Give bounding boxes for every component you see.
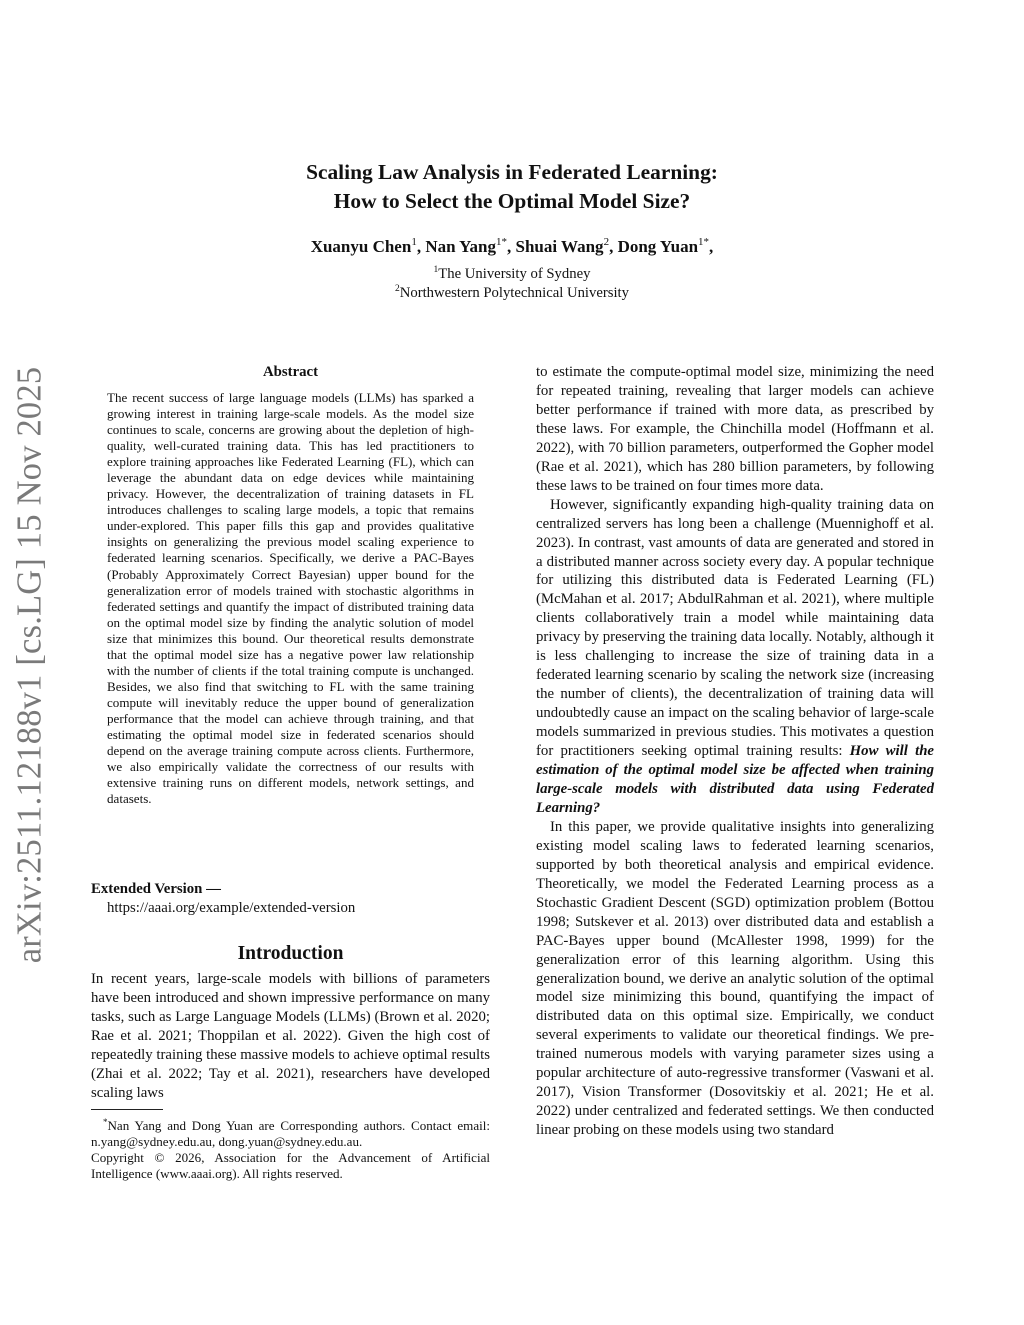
body-paragraph bbox=[536, 496, 934, 818]
footnote-rule bbox=[91, 1109, 163, 1110]
extended-version-link[interactable]: https://aaai.org/example/extended-version bbox=[107, 900, 356, 916]
author-mark: 1* bbox=[496, 236, 508, 248]
affiliation bbox=[0, 265, 1024, 283]
author-list bbox=[0, 236, 1024, 257]
affiliation-mark: 1 bbox=[433, 265, 439, 275]
body-paragraph: In this paper, we provide qualitative insights into generalizing existing model scaling laws to federated learning scenarios, supported by both theoretical analysis and empirical evidence. Theoretically, we model the Federated Learning process as a Stochastic Gradient Descent (SGD) optimization problem (Bottou 1998; Sutskever et al. 2013) over distributed data and establish a PAC-Bayes upper bound (McAllester 1998, 1999) for the generalization error of this learning algorithm. Using this generalization bound, we derive an analytic solution of the optimal model size minimizing this bound, quantifying the impact of distributed data on this optimal size. Empirically, we conduct several experiments to validate our theoretical findings. We pre-trained numerous models with varying parameter sizes using a popular architecture of auto-regressive transformer (Vaswani et al. 2017), Vision Transformer (Dosovitskiy et al. 2021; He et al. 2022) under centralized and federated settings. We then conducted linear probing on these models using two standard bbox=[536, 818, 934, 1139]
affiliation bbox=[0, 284, 1024, 302]
author-name: Xuanyu Chen bbox=[310, 237, 412, 256]
author-mark: 2 bbox=[603, 236, 610, 248]
author-separator: , bbox=[609, 237, 618, 256]
author-mark: 1* bbox=[698, 236, 710, 248]
abstract-heading: Abstract bbox=[262, 364, 319, 380]
arxiv-stamp bbox=[2, 366, 58, 964]
author-name: Dong Yuan bbox=[617, 237, 699, 256]
author-name: Shuai Wang bbox=[515, 237, 604, 256]
footnote bbox=[91, 1114, 490, 1182]
title-line-1: Scaling Law Analysis in Federated Learning: bbox=[306, 160, 718, 184]
author-separator: , bbox=[416, 237, 426, 256]
author-name: Nan Yang bbox=[425, 237, 497, 256]
introduction-heading: Introduction bbox=[237, 943, 344, 964]
affiliation-name: The University of Sydney bbox=[438, 266, 591, 282]
author-mark: 1 bbox=[411, 236, 417, 248]
body-paragraph-text: However, significantly expanding high-quality training data on centralized servers has long been a challenge (Muennighoff et al. 2023). In contrast, vast amounts of data are generated and stored in a distributed manner across society every day. A popular technique for utilizing this distributed data is Federated Learning (FL) (McMahan et al. 2017; AbdulRahman et al. 2021), where multiple clients collaboratively train a model while maintaining data privacy by preserving the training data locally. Notably, although it is less challenging to increase the size of training data in a federated learning scenario by scaling the network size (increasing the number of clients), the decentralization of training data will undoubtedly cause an impact on the scaling behavior of large-scale models summarized in previous studies. This motivates a question for practitioners seeking optimal training results: bbox=[536, 496, 934, 760]
body-paragraph: to estimate the compute-optimal model size, minimizing the need for repeated training, revealing that larger models can achieve better performance if trained with more data, as prescribed by these laws. For example, the Chinchilla model (Hoffmann et al. 2022), with 70 billion parameters, outperformed the Gopher model (Rae et al. 2021), which has 280 billion parameters, by following these laws to be trained on four times more data. bbox=[536, 364, 934, 494]
affiliation-mark: 2 bbox=[395, 284, 400, 294]
introduction-paragraph: In recent years, large-scale models with billions of parameters have been introduced and shown impressive performance on many tasks, such as Large Language Models (LLMs) (Brown et al. 2020; Rae et al. 2021; Thoppilan et al. 2022). Given the high cost of repeatedly training these massive models to achieve optimal results (Zhai et al. 2022; Tay et al. 2021), researchers have developed scaling laws bbox=[91, 971, 490, 1101]
title-line-2: How to Select the Optimal Model Size? bbox=[333, 189, 691, 213]
abstract-text: The recent success of large language models (LLMs) has sparked a growing interest in training large-scale models. As the model size continues to scale, concerns are growing about the depletion of high-quality, well-curated training data. This has led practitioners to explore training approaches like Federated Learning (FL), which can leverage the abundant data on edge devices while maintaining privacy. However, the decentralization of training datasets in FL introduces challenges to scaling large models, a topic that remains under-explored. This paper fills this gap and provides qualitative insights on generalizing the previous model scaling experience to federated learning scenarios. Specifically, we derive a PAC-Bayes (Probably Approximately Correct Bayesian) upper bound for the generalization error of models trained with stochastic algorithms in federated settings and quantify the impact of distributed training data on the optimal model size by finding the analytic solution of model size that minimizes this bound. Our theoretical results demonstrate that the optimal model size has a negative power law relationship with the number of clients if the total training compute is unchanged. Besides, we also find that switching to FL with the same training compute will inevitably reduce the upper bound of generalization performance that the model can achieve through training, and that estimating the optimal model size in federated scenarios should depend on the average training compute across clients. Furthermore, we also empirically validate the correctness of our results with extensive training runs on different models, network settings, and datasets. bbox=[107, 390, 474, 807]
author-separator: , bbox=[709, 237, 714, 256]
footnote-text: Nan Yang and Dong Yuan are Corresponding authors. Contact email: n.yang@sydney.edu.au, dong.yuan@sydney.edu.au. bbox=[91, 1118, 490, 1150]
research-question: How will the estimation of the optimal model size be affected when training large-scale models with distributed data using Federated Learning? bbox=[536, 743, 934, 816]
right-column bbox=[536, 363, 934, 1140]
extended-version-label: Extended Version — bbox=[91, 881, 221, 897]
arxiv-stamp-text: arXiv:2511.12188v1 [cs.LG] 15 Nov 2025 bbox=[10, 366, 49, 964]
author-separator: , bbox=[507, 237, 516, 256]
copyright-notice: Copyright © 2026, Association for the Advancement of Artificial Intelligence (www.aaai.org). All rights reserved. bbox=[91, 1150, 490, 1182]
paper-title bbox=[0, 158, 1024, 216]
footnote-mark: * bbox=[103, 1117, 108, 1127]
affiliation-name: Northwestern Polytechnical University bbox=[399, 285, 629, 301]
footnote-corresponding bbox=[91, 1114, 490, 1150]
